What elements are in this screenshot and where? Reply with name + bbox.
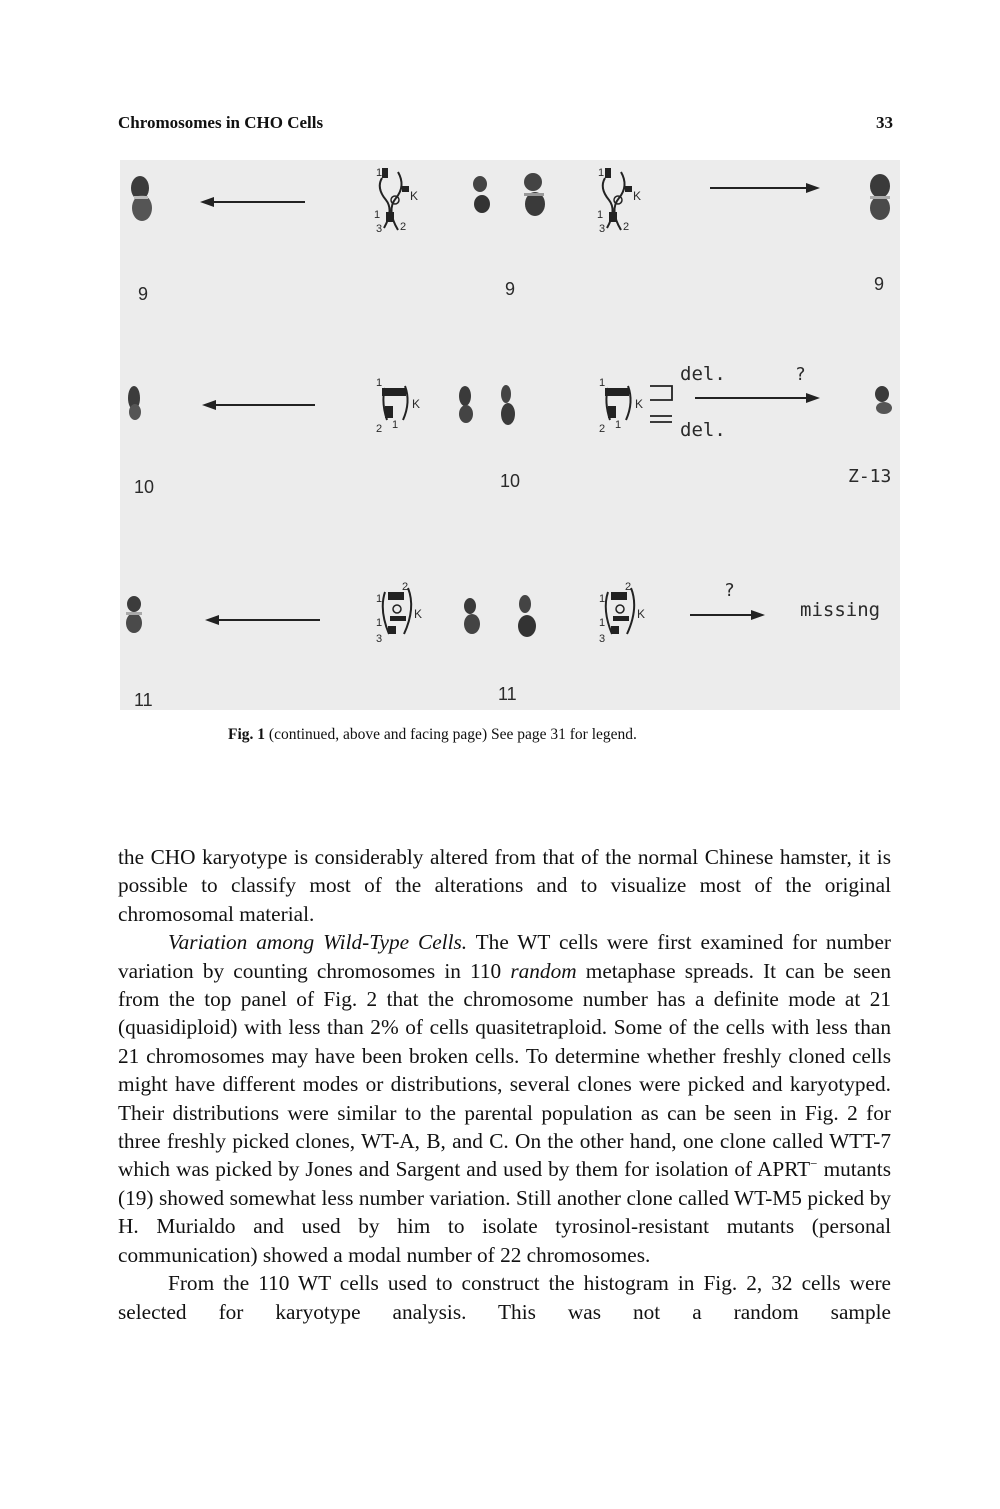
running-title: Chromosomes in CHO Cells [118,113,324,132]
section-heading: Variation among Wild-Type Cells. [168,930,468,955]
svg-text:1: 1 [597,209,604,221]
svg-text:3: 3 [376,633,383,645]
del-label-lower: del. [680,419,726,441]
figure-ref: Fig. 1 [228,726,266,743]
chromosome-photo-pair-9 [473,173,545,216]
chromosome-diagram-10b [599,377,643,435]
svg-text:1: 1 [599,617,606,629]
paragraph-2 [118,928,891,1269]
svg-text:K: K [412,397,421,411]
arrow-left-row9 [200,197,305,207]
chromosome-photo-right [870,174,890,220]
arrow-left-row11 [205,615,320,625]
paragraph-2-part-a: The WT cells were first examined for number variation by counting chromosomes in 110 [118,930,891,983]
chromosome-photo-left [128,386,141,420]
svg-text:1: 1 [598,167,605,179]
superscript-minus: − [810,1156,818,1172]
arrow-right-row9 [710,183,820,193]
svg-text:1: 1 [599,593,606,605]
row9-label-right: 9 [874,274,885,294]
svg-text:1: 1 [376,617,383,629]
row-9 [131,167,890,304]
row9-label-center: 9 [505,279,516,299]
question-mark-row11: ? [724,580,735,601]
row11-label-left: 11 [134,690,153,710]
row9-label-left: 9 [138,284,149,304]
question-mark-row10: ? [795,364,806,385]
chromosome-photo-right [875,386,892,414]
chromosome-diagram-10a [376,377,420,435]
svg-text:1: 1 [392,419,399,431]
paragraph-2-part-c: mutants (19) showed somewhat less number variation. Still another clone called WT-M5 picked by H. Murialdo and used by him to isolate tyrosinol-resistant mutants (personal communication) showed a modal number of 22 chromosomes. [118,1157,891,1267]
svg-text:2: 2 [623,221,630,233]
svg-text:1: 1 [615,419,622,431]
chromosome-photo-pair-10 [459,385,515,425]
arrow-left-row10 [202,400,315,410]
chromosome-photo-left [126,596,142,633]
svg-text:3: 3 [376,223,383,235]
row10-label-left: 10 [134,477,155,497]
svg-text:3: 3 [599,223,606,235]
row10-label-center: 10 [500,471,521,491]
row11-label-right: missing [800,599,881,621]
karyotype-figure [120,160,900,710]
svg-text:K: K [635,397,644,411]
arrow-right-row10 [695,393,820,403]
chromosome-photo-pair-11 [464,595,536,637]
chromosome-diagram-11a [376,581,422,645]
svg-text:1: 1 [374,209,381,221]
row11-label-center: 11 [498,684,517,704]
arrow-right-row11 [690,610,765,620]
caption-text: (continued, above and facing page) See page 31 for legend. [268,726,637,743]
row-10 [128,363,892,497]
row-11 [126,580,880,710]
paragraph-2-part-b: metaphase spreads. It can be seen from the top panel of Fig. 2 that the chromosome number has a definite mode at 21 (quasidiploid) with less than 2% of cells quasitetraploid. Some of the cells with less than 21 chromosomes may have been broken cells. To determine whether freshly cloned cells might have different modes or distributions, several clones were picked and karyotyped. Their distributions were similar to the parental population as can be seen in Fig. 2 for three freshly picked clones, WT-A, B, and C. On the other hand, one clone called WTT-7 which was picked by Jones and Sargent and used by them for isolation of APRT [118,958,891,1182]
svg-text:2: 2 [599,423,606,435]
chromosome-diagram-9a [374,167,418,235]
svg-text:1: 1 [376,593,383,605]
svg-text:3: 3 [599,633,606,645]
svg-text:1: 1 [376,377,383,389]
svg-text:1: 1 [599,377,606,389]
paragraph-1: the CHO karyotype is considerably altered from that of the normal Chinese hamster, it is possible to classify most of the alterations and to visualize most of the original chromosomal material. [118,845,891,926]
body-text [118,843,891,1326]
svg-text:2: 2 [400,221,407,233]
page-number: 33 [876,113,893,132]
svg-text:K: K [633,189,642,203]
chromosome-diagram-9b [597,167,641,235]
karyotype-figure-svg [120,160,900,710]
svg-text:K: K [637,607,646,621]
figure-caption [228,726,828,744]
chromosome-photo-left [131,176,152,221]
svg-text:K: K [410,189,419,203]
paragraph-3: From the 110 WT cells used to construct the histogram in Fig. 2, 32 cells were selected for karyotype analysis. This was not a random sample [118,1271,891,1324]
running-head [118,113,893,137]
svg-text:2: 2 [625,581,632,593]
chromosome-diagram-11b [599,581,645,645]
del-label-upper: del. [680,363,726,385]
row10-label-right: Z-13 [848,466,892,487]
svg-text:1: 1 [376,167,383,179]
svg-text:K: K [414,607,423,621]
svg-text:2: 2 [402,581,409,593]
svg-text:2: 2 [376,423,383,435]
paragraph-2-italic: random [510,958,577,983]
deletion-brackets [650,386,672,422]
